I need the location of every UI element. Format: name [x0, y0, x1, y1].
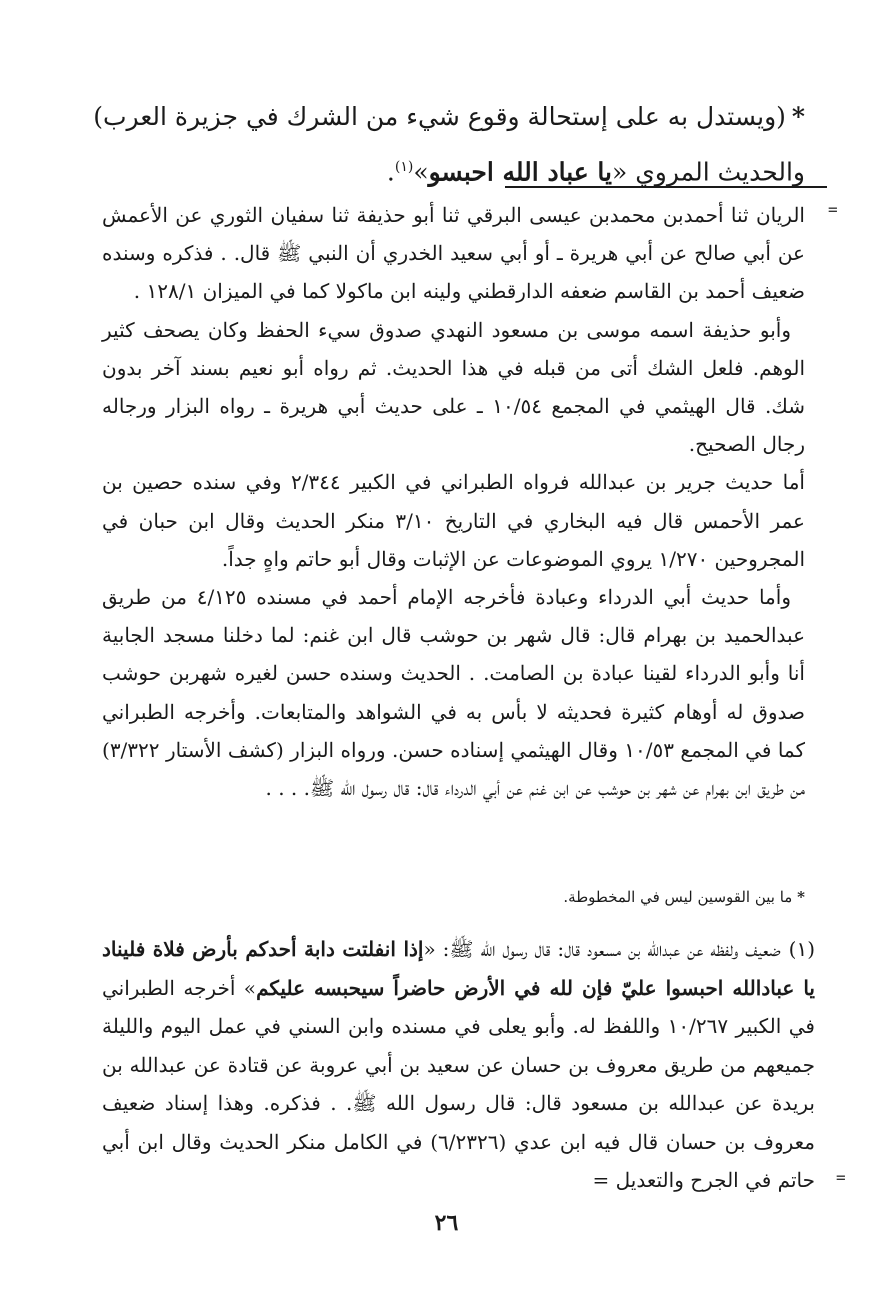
- continuation-mark-top: =: [828, 200, 838, 219]
- footnote-reference: (١): [394, 159, 414, 175]
- continuation-mark-bottom: =: [836, 1168, 846, 1187]
- editor-note-text: ما بين القوسين ليس في المخطوطة.: [563, 888, 793, 906]
- footnote-separator: [505, 186, 827, 188]
- page-number: ٢٦: [434, 1210, 459, 1236]
- main-text-line-1-content: (ويستدل به على إستحالة وقوع شيء من الشرك في جزيرة العرب): [93, 102, 786, 131]
- editor-note: [102, 884, 805, 910]
- continuation-paragraph-4: وأما حديث أبي الدرداء وعبادة فأخرجه الإمام أحمد في مسنده ٤/١٢٥ من طريق عبدالحميد بن بهرام قال: قال شهر بن حوشب قال ابن غنم: لما دخلنا مسجد الجابية أنا وأبو الدرداء لقينا عبادة بن الصامت. . الحديث وسنده حسن لغيره شهربن حوشب صدوق له أوهام كثيرة فحديثه لا بأس به في الشواهد والمتابعات. وأخرجه الطبراني كما في المجمع ١٠/٥٣ وقال الهيثمي إسناده حسن. ورواه البزار (كشف الأستار ٣/٣٢٢) من طريق ابن بهرام عن شهر بن حوشب عن ابن غنم عن أبي الدرداء قال: قال رسول الله ﷺ. . . .: [102, 585, 806, 801]
- continuation-paragraph-1: الريان ثنا أحمدبن محمدبن عيسى البرقي ثنا أبو حذيفة ثنا سفيان الثوري عن الأعمش عن أبي صالح عن أبي هريرة ـ أو أبي سعيد الخدري أن النبي ﷺ قال. . فذكره وسنده ضعيف أحمد بن القاسم ضعفه الدارقطني ولينه ابن ماكولا كما في الميزان ١٢٨/١ .: [102, 203, 805, 304]
- footnote-1-text-rest: » أخرجه الطبراني في الكبير ١٠/٢٦٧ واللفظ له. وأبو يعلى في مسنده وابن السني في عمل اليوم والليلة جميعهم من طريق معروف بن حسان عن سعيد بن أبي عروبة عن قتادة عن عبدالله بن بريدة عن عبدالله بن مسعود قال: قال رسول الله ﷺ. . فذكره. وهذا إسناد ضعيف معروف بن حسان قال فيه ابن عدي (٦/٢٣٢٦) في الكامل منكر الحديث وقال ابن أبي حاتم في الجرح والتعديل =: [102, 975, 815, 1192]
- footnote-1-hadith-text: إذا انفلتت دابة أحدكم بأرض فلاة فليناد يا عبادالله احبسوا عليّ فإن لله في الأرض حاضراً سيحبسه عليكم: [102, 937, 815, 1000]
- hadith-intro: والحديث المروي «: [611, 157, 805, 187]
- main-text-line-1: [93, 92, 805, 142]
- footnote-1-body: [102, 930, 815, 1200]
- editor-note-asterisk: *: [797, 888, 805, 906]
- continuation-paragraph-2: وأبو حذيفة اسمه موسى بن مسعود النهدي صدوق سيء الحفظ وكان يصحف كثير الوهم. فلعل الشك أتى من قبله في هذا الحديث. ثم رواه أبو نعيم بسند آخر بدون شك. قال الهيثمي في المجمع ١٠/٥٤ ـ على حديث أبي هريرة ـ رواه البزار ورجاله رجال الصحيح.: [102, 317, 805, 457]
- asterisk-marker: *: [791, 102, 805, 131]
- footnote-1-text-start: ضعيف ولفظه عن عبدالله بن مسعود قال: قال رسول الله ﷺ: «: [423, 937, 781, 961]
- footnote-continuation: [102, 196, 805, 807]
- footnote-1: [102, 930, 815, 1200]
- footnote-1-number: (١): [788, 937, 815, 961]
- main-text: [93, 92, 805, 197]
- hadith-quote-close: »: [413, 157, 429, 187]
- hadith-quote: يا عباد الله احبسو: [428, 157, 612, 187]
- main-text-line-2-end: .: [386, 157, 395, 187]
- continuation-paragraph-3: أما حديث جرير بن عبدالله فرواه الطبراني في الكبير ٢/٣٤٤ وفي سنده حصين بن عمر الأحمس قال فيه البخاري في التاريخ ٣/١٠ منكر الحديث وقال ابن حبان في المجروحين ١/٢٧٠ يروي الموضوعات عن الإثبات وقال أبو حاتم واهٍ جداً.: [102, 470, 805, 571]
- main-text-line-2: [150, 142, 805, 197]
